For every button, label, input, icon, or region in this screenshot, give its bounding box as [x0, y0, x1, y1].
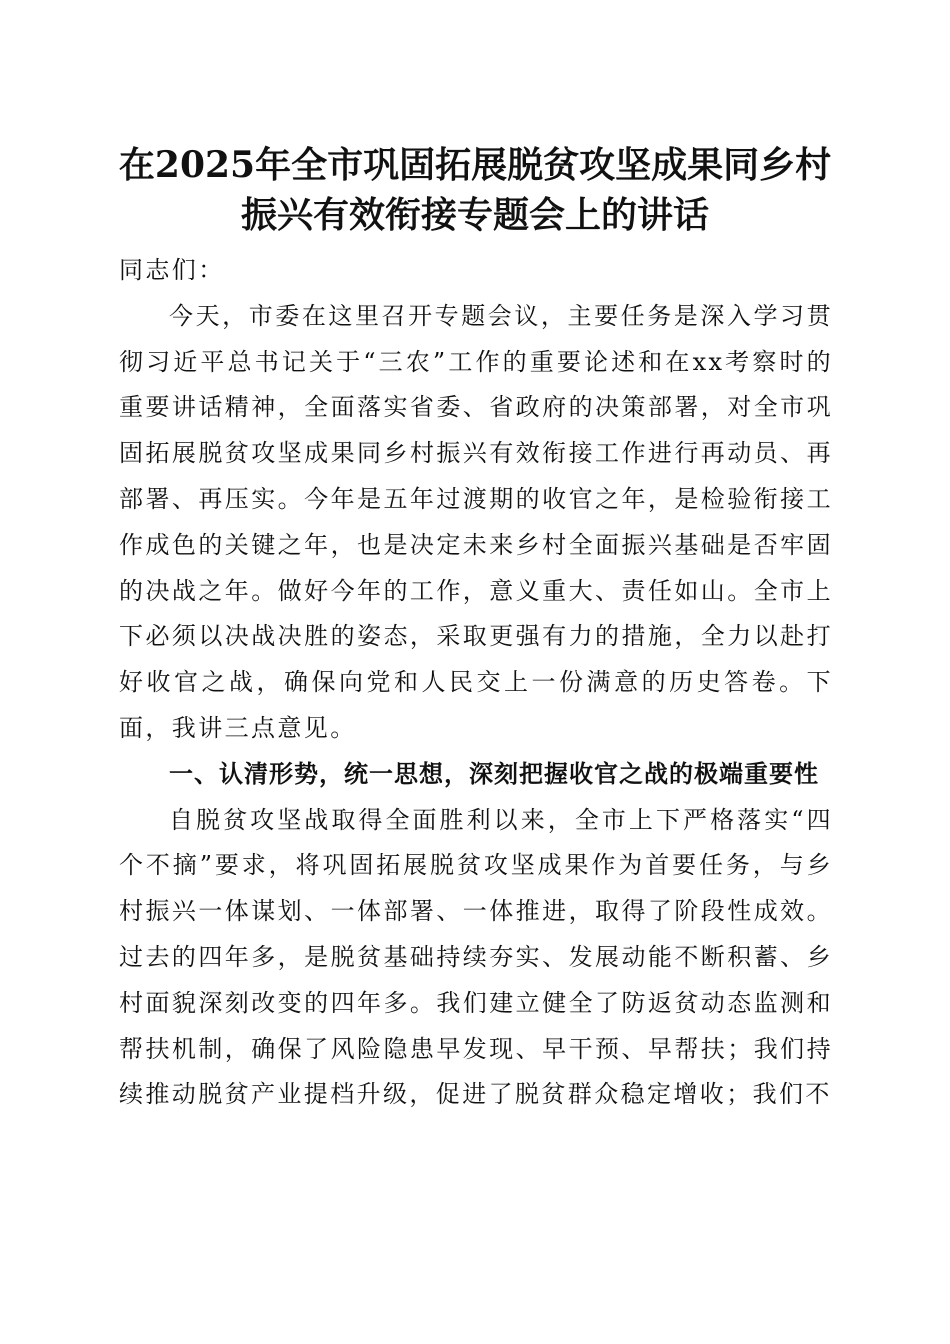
paragraph-2: 自脱贫攻坚战取得全面胜利以来，全市上下严格落实“四个不摘”要求，将巩固拓展脱贫攻坚成果作为首要任务，与乡村振兴一体谋划、一体部署、一体推进，取得了阶段性成效。过去的四年多，是脱贫基础持续夯实、发展动能不断积蓄、乡村面貌深刻改变的四年多。我们建立健全了防返贫动态监测和帮扶机制，确保了风险隐患早发现、早干预、早帮扶；我们持续推动脱贫产业提档升级，促进了脱贫群众稳定增收；我们不 — [119, 805, 833, 1109]
title-line-2: 振兴有效衔接专题会上的讲话 — [240, 194, 709, 236]
document-title — [100, 140, 850, 240]
document-body — [119, 248, 833, 1118]
salutation: 同志们： — [119, 256, 225, 284]
title-line-1: 在2025年全市巩固拓展脱贫攻坚成果同乡村 — [118, 144, 832, 186]
paragraph-1: 今天，市委在这里召开专题会议，主要任务是深入学习贯彻习近平总书记关于“三农”工作的重要论述和在xx考察时的重要讲话精神，全面落实省委、省政府的决策部署，对全市巩固拓展脱贫攻坚成果同乡村振兴有效衔接工作进行再动员、再部署、再压实。今年是五年过渡期的收官之年，是检验衔接工作成色的关键之年，也是决定未来乡村全面振兴基础是否牢固的决战之年。做好今年的工作，意义重大、责任如山。全市上下必须以决战决胜的姿态，采取更强有力的措施，全力以赴打好收官之战，确保向党和人民交上一份满意的历史答卷。下面，我讲三点意见。 — [119, 301, 833, 742]
section-heading-1: 一、认清形势，统一思想，深刻把握收官之战的极端重要性 — [169, 759, 819, 788]
